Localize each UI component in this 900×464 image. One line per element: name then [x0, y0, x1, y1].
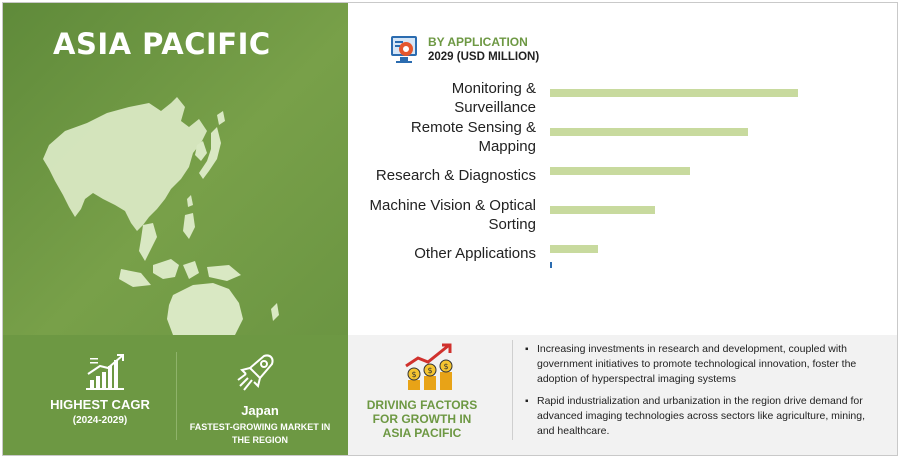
- bar: [550, 167, 690, 175]
- driving-divider: [512, 340, 513, 440]
- market-country: Japan: [241, 403, 279, 418]
- bar: [550, 128, 748, 136]
- category-label: Machine Vision & Optical: [369, 197, 536, 214]
- category-label: Monitoring &: [451, 80, 536, 97]
- driving-factor-item: ▪ Rapid industrialization and urbanization in the region drive demand for advanced imaging technologies across sectors like agriculture, mining, and healthcare.: [525, 394, 885, 439]
- svg-text:$: $: [443, 362, 449, 371]
- category-label: Mapping: [478, 138, 536, 155]
- category-label: Other Applications: [414, 245, 536, 262]
- svg-text:$: $: [427, 366, 433, 375]
- region-title: ASIA PACIFIC: [53, 27, 271, 61]
- cagr-title: HIGHEST CAGR: [50, 397, 150, 412]
- bar: [550, 206, 655, 214]
- rocket-icon: [236, 352, 276, 392]
- market-subtitle: FASTEST-GROWING MARKET IN THE REGION: [189, 422, 331, 445]
- category-label: Sorting: [488, 216, 536, 233]
- category-label: Remote Sensing &: [410, 119, 536, 136]
- chart-subtitle: 2029 (USD MILLION): [428, 51, 540, 63]
- driving-factor-item: ▪ Increasing investments in research and development, coupled with government initiatives to promote technological innovation, foster the adoption of hyperspectral imaging systems: [525, 342, 885, 387]
- category-label: Surveillance: [454, 99, 536, 116]
- driving-factors-title: DRIVING FACTORS FOR GROWTH IN ASIA PACIFIC: [366, 398, 478, 440]
- application-bar-chart: [350, 70, 890, 270]
- gear-monitor-icon: [388, 33, 424, 67]
- svg-text:$: $: [411, 370, 417, 379]
- axis-marker: [550, 262, 552, 268]
- cagr-period: (2024-2029): [72, 415, 128, 426]
- bar-growth-icon: [84, 352, 128, 392]
- bar: [550, 245, 598, 253]
- money-growth-icon: [402, 342, 458, 392]
- bar: [550, 89, 798, 97]
- category-label: Research & Diagnostics: [375, 167, 536, 184]
- driving-factors-list: [525, 342, 885, 446]
- region-panel: [3, 3, 348, 335]
- kpi-divider: [176, 352, 177, 440]
- chart-title: BY APPLICATION: [428, 35, 528, 49]
